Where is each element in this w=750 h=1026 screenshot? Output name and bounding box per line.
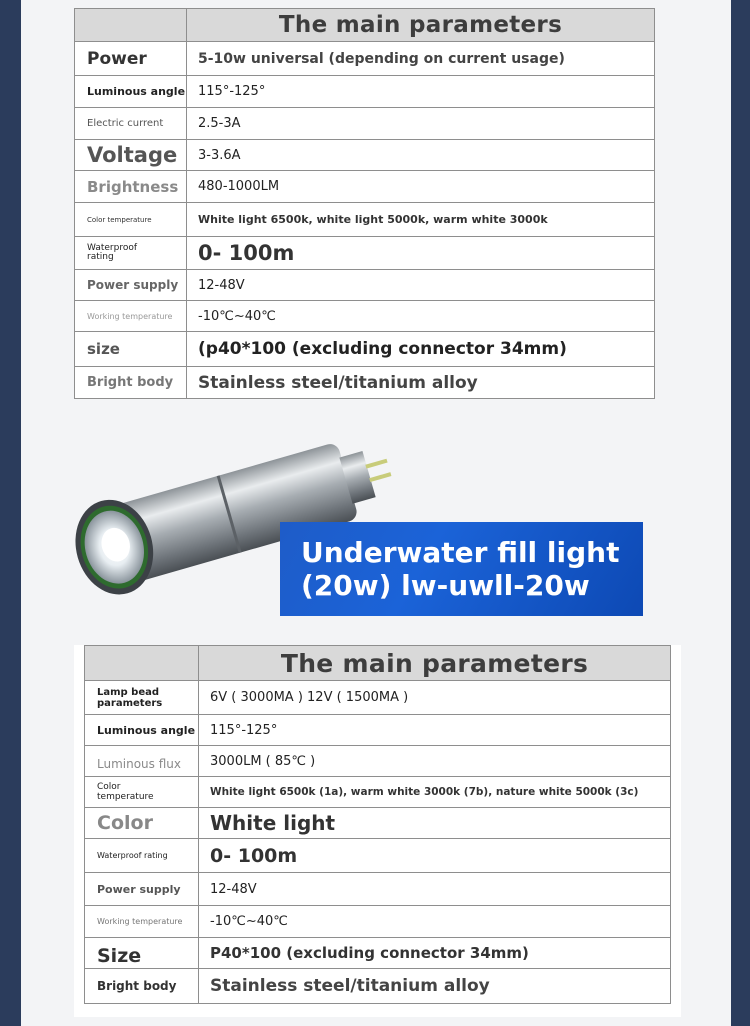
header-blank-cell bbox=[85, 646, 199, 681]
row-label-text: Waterproof rating bbox=[87, 243, 138, 262]
banner-line-1: Underwater fill light bbox=[301, 536, 620, 569]
table-row bbox=[75, 367, 655, 399]
row-value: 115°-125° bbox=[199, 715, 671, 746]
row-label: Color bbox=[85, 808, 199, 839]
table-row bbox=[75, 301, 655, 332]
row-label-text: Lamp bead parameters bbox=[97, 686, 163, 709]
parameters-table-1 bbox=[74, 8, 655, 399]
row-label: size bbox=[75, 332, 187, 367]
row-label: Bright body bbox=[75, 367, 187, 399]
row-label bbox=[85, 777, 199, 808]
table-title: The main parameters bbox=[199, 646, 671, 681]
table-row bbox=[85, 839, 671, 873]
row-value: 480-1000LM bbox=[187, 171, 655, 203]
row-value: 6V ( 3000MA ) 12V ( 1500MA ) bbox=[199, 681, 671, 715]
row-value: 0- 100m bbox=[187, 237, 655, 270]
table-row bbox=[75, 203, 655, 237]
row-value: -10℃~40℃ bbox=[187, 301, 655, 332]
row-value: 2.5-3A bbox=[187, 108, 655, 140]
row-value: (p40*100 (excluding connector 34mm) bbox=[187, 332, 655, 367]
table-row bbox=[85, 969, 671, 1004]
table-row bbox=[85, 715, 671, 746]
row-label-text: Color temperature bbox=[97, 782, 154, 802]
table-row bbox=[75, 237, 655, 270]
table-row bbox=[75, 42, 655, 76]
table-row bbox=[85, 681, 671, 715]
header-blank-cell bbox=[75, 9, 187, 42]
row-label: Size bbox=[85, 938, 199, 969]
row-value: Stainless steel/titanium alloy bbox=[199, 969, 671, 1004]
row-label: Luminous angle bbox=[75, 76, 187, 108]
row-value: 0- 100m bbox=[199, 839, 671, 873]
row-label: Brightness bbox=[75, 171, 187, 203]
row-label: Luminous angle bbox=[85, 715, 199, 746]
table-title: The main parameters bbox=[187, 9, 655, 42]
row-value: White light bbox=[199, 808, 671, 839]
row-value: 3-3.6A bbox=[187, 140, 655, 171]
table-row bbox=[75, 76, 655, 108]
table-row bbox=[85, 873, 671, 906]
row-label bbox=[75, 237, 187, 270]
table-row bbox=[75, 171, 655, 203]
row-label: Bright body bbox=[85, 969, 199, 1004]
table-row bbox=[75, 332, 655, 367]
row-label: Working temperature bbox=[75, 301, 187, 332]
table-row bbox=[85, 938, 671, 969]
row-value: 115°-125° bbox=[187, 76, 655, 108]
row-label: Electric current bbox=[75, 108, 187, 140]
table-row bbox=[85, 808, 671, 839]
table-row bbox=[75, 140, 655, 171]
row-value: 3000LM ( 85℃ ) bbox=[199, 746, 671, 777]
table-row bbox=[85, 746, 671, 777]
row-label: Color temperature bbox=[75, 203, 187, 237]
row-value: -10℃~40℃ bbox=[199, 906, 671, 938]
row-label bbox=[85, 681, 199, 715]
row-value: Stainless steel/titanium alloy bbox=[187, 367, 655, 399]
banner-line-2: (20w) lw-uwll-20w bbox=[301, 569, 590, 602]
row-label: Power supply bbox=[75, 270, 187, 301]
table-row bbox=[85, 777, 671, 808]
table-row bbox=[85, 906, 671, 938]
product-title-banner bbox=[280, 522, 643, 616]
row-value: White light 6500k (1a), warm white 3000k (7b), nature white 5000k (3c) bbox=[199, 777, 671, 808]
row-value: 12-48V bbox=[187, 270, 655, 301]
row-label: Waterproof rating bbox=[85, 839, 199, 873]
row-label: Power supply bbox=[85, 873, 199, 906]
parameters-table-2 bbox=[84, 645, 671, 1004]
row-label: Working temperature bbox=[85, 906, 199, 938]
row-value: White light 6500k, white light 5000k, warm white 3000k bbox=[187, 203, 655, 237]
row-value: P40*100 (excluding connector 34mm) bbox=[199, 938, 671, 969]
table-row bbox=[75, 108, 655, 140]
row-label: Luminous flux bbox=[85, 746, 199, 777]
row-label: Voltage bbox=[75, 140, 187, 171]
table-row bbox=[75, 270, 655, 301]
row-value: 12-48V bbox=[199, 873, 671, 906]
row-value: 5-10w universal (depending on current usage) bbox=[187, 42, 655, 76]
row-label: Power bbox=[75, 42, 187, 76]
